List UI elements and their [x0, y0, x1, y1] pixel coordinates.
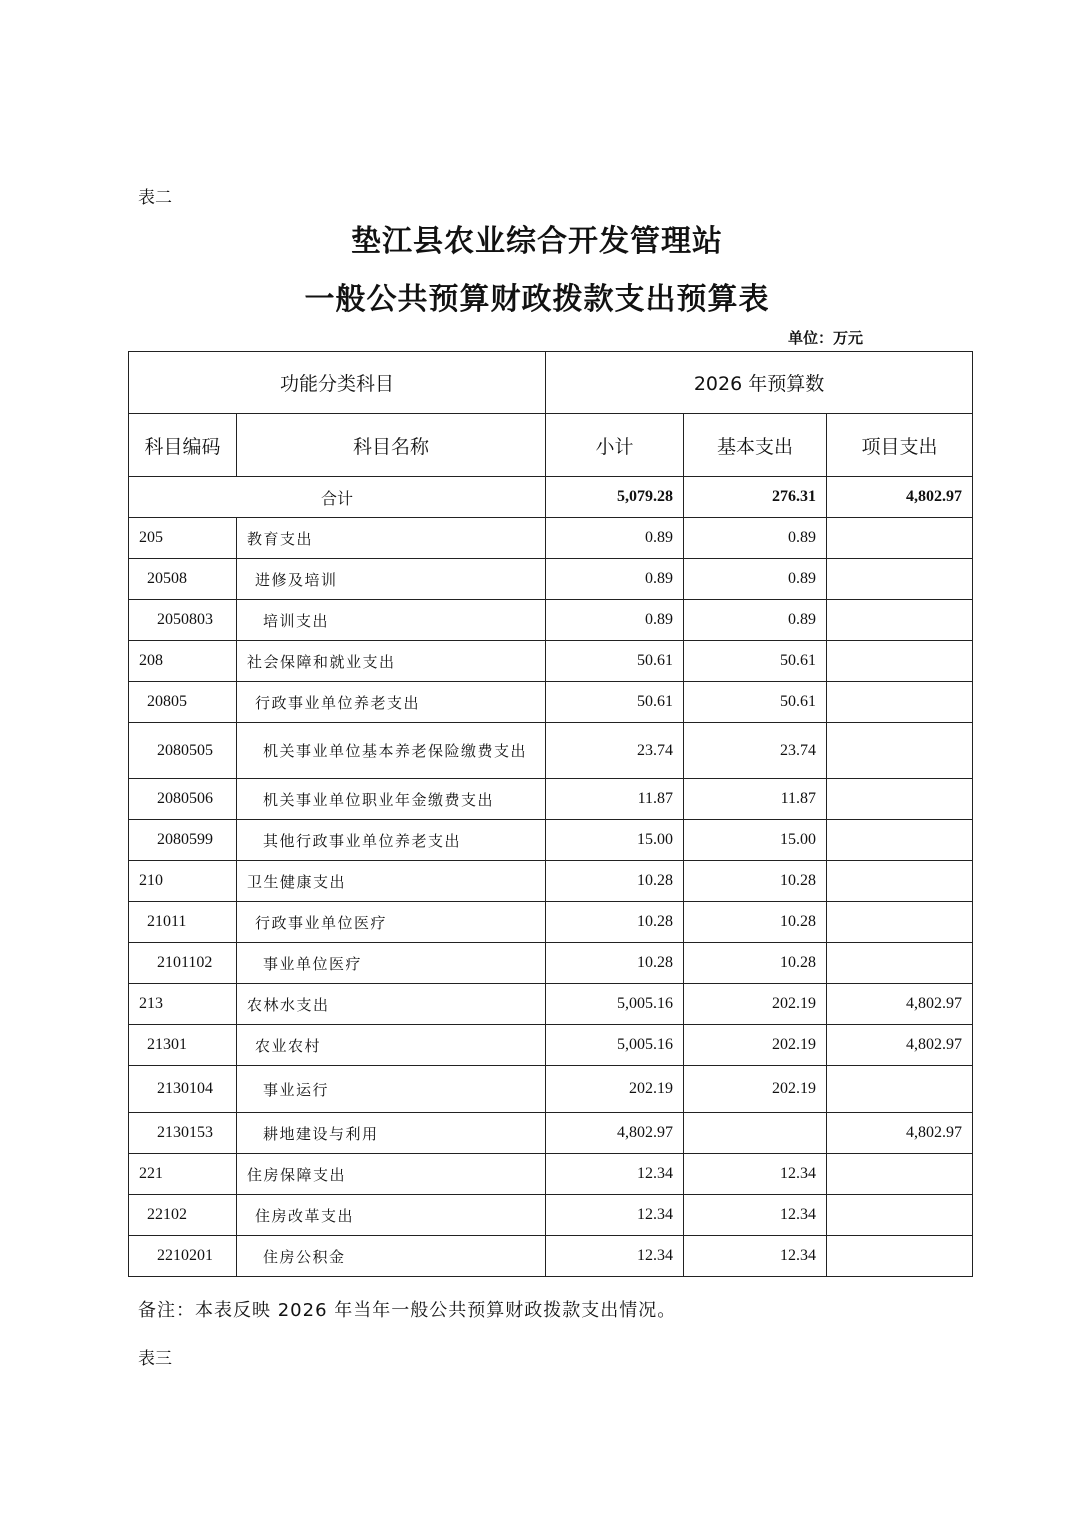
row-subtotal: 0.89	[546, 518, 684, 559]
header-function-class: 功能分类科目	[129, 352, 546, 414]
row-subtotal: 12.34	[546, 1236, 684, 1277]
total-basic: 276.31	[684, 477, 827, 518]
row-code: 21011	[129, 902, 237, 943]
row-name: 事业运行	[237, 1066, 546, 1113]
page-subtitle: 一般公共预算财政拨款支出预算表	[304, 282, 770, 317]
row-name: 其他行政事业单位养老支出	[237, 820, 546, 861]
header-code: 科目编码	[129, 414, 237, 477]
row-code: 21301	[129, 1025, 237, 1066]
total-label: 合计	[129, 477, 546, 518]
header-name: 科目名称	[237, 414, 546, 477]
row-project	[827, 820, 973, 861]
row-name: 行政事业单位养老支出	[237, 682, 546, 723]
header-subtotal: 小计	[546, 414, 684, 477]
table-row	[129, 1113, 973, 1154]
row-basic: 202.19	[684, 984, 827, 1025]
table-row	[129, 723, 973, 779]
row-project	[827, 1066, 973, 1113]
row-subtotal: 4,802.97	[546, 1113, 684, 1154]
row-name: 社会保障和就业支出	[237, 641, 546, 682]
table-row	[129, 1236, 973, 1277]
row-code: 2130153	[129, 1113, 237, 1154]
row-name: 培训支出	[237, 600, 546, 641]
row-subtotal: 10.28	[546, 943, 684, 984]
row-subtotal: 15.00	[546, 820, 684, 861]
row-subtotal: 12.34	[546, 1195, 684, 1236]
unit-label: 单位：万元	[788, 329, 864, 347]
row-project: 4,802.97	[827, 1025, 973, 1066]
row-project: 4,802.97	[827, 984, 973, 1025]
table-row	[129, 1066, 973, 1113]
row-subtotal: 5,005.16	[546, 984, 684, 1025]
row-name: 事业单位医疗	[237, 943, 546, 984]
row-code: 213	[129, 984, 237, 1025]
row-code: 208	[129, 641, 237, 682]
row-code: 2080599	[129, 820, 237, 861]
row-code: 2050803	[129, 600, 237, 641]
row-subtotal: 12.34	[546, 1154, 684, 1195]
table-row	[129, 1154, 973, 1195]
row-project	[827, 559, 973, 600]
row-basic	[684, 1113, 827, 1154]
total-project: 4,802.97	[827, 477, 973, 518]
row-project	[827, 518, 973, 559]
row-subtotal: 10.28	[546, 902, 684, 943]
row-basic: 15.00	[684, 820, 827, 861]
total-subtotal: 5,079.28	[546, 477, 684, 518]
row-basic: 50.61	[684, 682, 827, 723]
row-code: 2080506	[129, 779, 237, 820]
row-subtotal: 202.19	[546, 1066, 684, 1113]
row-basic: 50.61	[684, 641, 827, 682]
row-subtotal: 0.89	[546, 600, 684, 641]
row-basic: 10.28	[684, 943, 827, 984]
table-row	[129, 861, 973, 902]
row-code: 2130104	[129, 1066, 237, 1113]
table-row	[129, 559, 973, 600]
header-column-row	[129, 414, 973, 477]
row-project: 4,802.97	[827, 1113, 973, 1154]
row-basic: 0.89	[684, 600, 827, 641]
row-code: 210	[129, 861, 237, 902]
row-name: 耕地建设与利用	[237, 1113, 546, 1154]
table-row	[129, 984, 973, 1025]
row-project	[827, 943, 973, 984]
row-name: 住房公积金	[237, 1236, 546, 1277]
row-subtotal: 23.74	[546, 723, 684, 779]
row-code: 221	[129, 1154, 237, 1195]
row-basic: 0.89	[684, 518, 827, 559]
row-code: 2080505	[129, 723, 237, 779]
table-row	[129, 1025, 973, 1066]
table-row	[129, 779, 973, 820]
header-group-row	[129, 352, 973, 414]
row-subtotal: 50.61	[546, 682, 684, 723]
page-title: 垫江县农业综合开发管理站	[351, 224, 723, 259]
table-note: 备注：本表反映 2026 年当年一般公共预算财政拨款支出情况。	[138, 1300, 677, 1321]
row-name: 行政事业单位医疗	[237, 902, 546, 943]
table-row	[129, 682, 973, 723]
row-code: 22102	[129, 1195, 237, 1236]
total-row	[129, 477, 973, 518]
row-basic: 11.87	[684, 779, 827, 820]
table-row	[129, 1195, 973, 1236]
row-basic: 12.34	[684, 1195, 827, 1236]
row-name: 住房保障支出	[237, 1154, 546, 1195]
row-name: 机关事业单位职业年金缴费支出	[237, 779, 546, 820]
row-name: 农业农村	[237, 1025, 546, 1066]
row-basic: 202.19	[684, 1066, 827, 1113]
header-basic: 基本支出	[684, 414, 827, 477]
row-basic: 23.74	[684, 723, 827, 779]
table-label-bottom: 表三	[138, 1349, 172, 1369]
row-project	[827, 1236, 973, 1277]
table-row	[129, 641, 973, 682]
row-subtotal: 10.28	[546, 861, 684, 902]
row-code: 205	[129, 518, 237, 559]
row-name: 教育支出	[237, 518, 546, 559]
header-budget-year: 2026 年预算数	[546, 352, 973, 414]
row-project	[827, 682, 973, 723]
row-project	[827, 1195, 973, 1236]
table-row	[129, 902, 973, 943]
row-name: 农林水支出	[237, 984, 546, 1025]
row-subtotal: 50.61	[546, 641, 684, 682]
row-code: 20805	[129, 682, 237, 723]
row-subtotal: 0.89	[546, 559, 684, 600]
row-code: 20508	[129, 559, 237, 600]
header-project: 项目支出	[827, 414, 973, 477]
row-project	[827, 641, 973, 682]
row-subtotal: 11.87	[546, 779, 684, 820]
row-project	[827, 1154, 973, 1195]
table-row	[129, 943, 973, 984]
row-project	[827, 861, 973, 902]
row-name: 进修及培训	[237, 559, 546, 600]
row-basic: 12.34	[684, 1154, 827, 1195]
row-basic: 12.34	[684, 1236, 827, 1277]
row-basic: 0.89	[684, 559, 827, 600]
row-basic: 202.19	[684, 1025, 827, 1066]
row-name: 卫生健康支出	[237, 861, 546, 902]
budget-table	[128, 351, 973, 1277]
row-project	[827, 779, 973, 820]
row-project	[827, 902, 973, 943]
row-basic: 10.28	[684, 902, 827, 943]
table-label-top: 表二	[138, 188, 172, 208]
row-subtotal: 5,005.16	[546, 1025, 684, 1066]
table-row	[129, 600, 973, 641]
row-code: 2210201	[129, 1236, 237, 1277]
row-project	[827, 723, 973, 779]
row-name: 机关事业单位基本养老保险缴费支出	[237, 723, 546, 779]
table-row	[129, 518, 973, 559]
row-code: 2101102	[129, 943, 237, 984]
row-basic: 10.28	[684, 861, 827, 902]
table-row	[129, 820, 973, 861]
row-project	[827, 600, 973, 641]
row-name: 住房改革支出	[237, 1195, 546, 1236]
